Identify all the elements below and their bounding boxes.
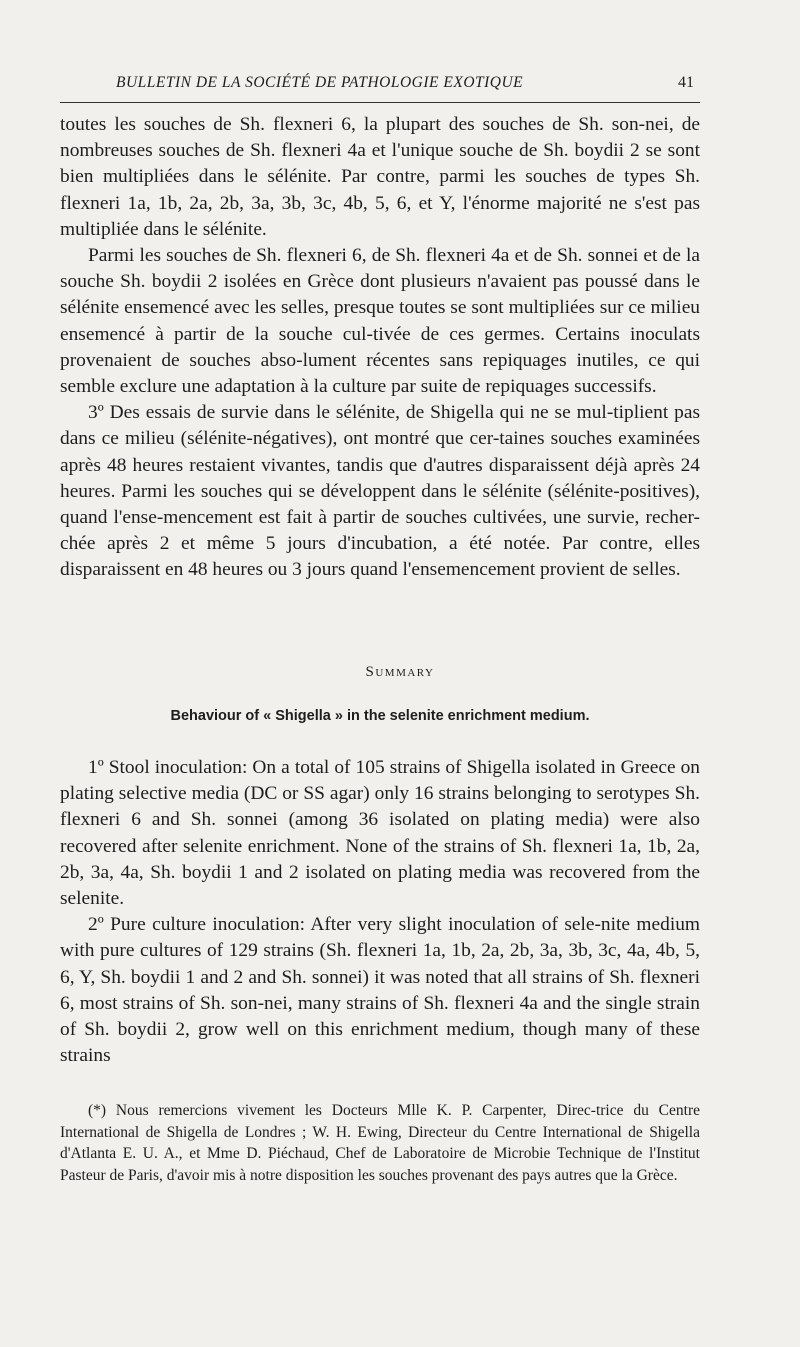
footnote — [60, 1100, 700, 1186]
summary-heading: Summary — [365, 664, 435, 680]
running-title: BULLETIN DE LA SOCIÉTÉ DE PATHOLOGIE EXOTIQUE — [116, 74, 524, 91]
footnote-text: (*) Nous remercions vivement les Docteurs Mlle K. P. Carpenter, Direc-trice du Centre International de Shigella de Londres ; W. H. Ewing, Directeur du Centre International de Shigella d'Atlanta E. U. A., et Mme D. Piéchaud, Chef de Laboratoire de Microbie Technique de l'Institut Pasteur de Paris, d'avoir mis à notre disposition les souches provenant des pays autres que la Grèce. — [60, 1102, 700, 1184]
body-text — [60, 112, 700, 584]
paragraph-2: Parmi les souches de Sh. flexneri 6, de Sh. flexneri 4a et de Sh. sonnei et de la souche Sh. boydii 2 isolées en Grèce dont plusieurs n'avaient pas poussé dans le sélénite ensemencé avec les selles, presque toutes se sont multipliées sur ce milieu ensemencé à partir de la souche cul-tivée de ces germes. Certains inoculats provenaient de souches abso-lument récentes sans repiquages inutiles, ce qui semble exclure une adaptation à la culture par suite de repiquages successifs. — [60, 245, 700, 398]
summary-subtitle: Behaviour of « Shigella » in the selenite enrichment medium. — [170, 708, 590, 724]
summary-paragraph-1: 1º Stool inoculation: On a total of 105 strains of Shigella isolated in Greece on plating selective media (DC or SS agar) only 16 strains belonging to serotypes Sh. flexneri 6 and Sh. sonnei (among 36 isolated on plating media) were also recovered after selenite enrichment. None of the strains of Sh. flexneri 1a, 1b, 2a, 2b, 3a, 4a, Sh. boydii 1 and 2 isolated on plating media was recovered from the selenite. — [60, 757, 700, 910]
page-number: 41 — [678, 74, 694, 91]
paragraph-1: toutes les souches de Sh. flexneri 6, la plupart des souches de Sh. son-nei, de nombreuses souches de Sh. flexneri 4a et l'unique souche de Sh. boydii 2 se sont bien multipliées dans le sélénite. Par contre, parmi les souches de types Sh. flexneri 1a, 1b, 2a, 2b, 3a, 3b, 3c, 4b, 5, 6, et Y, l'énorme majorité ne s'est pas multipliée dans le sélénite. — [60, 114, 700, 240]
running-header — [60, 72, 700, 103]
paragraph-3: 3º Des essais de survie dans le sélénite, de Shigella qui ne se mul-tiplient pas dans ce milieu (sélénite-négatives), ont montré que cer-taines souches examinées après 48 heures restaient vivantes, tandis que d'autres disparaissent déjà après 24 heures. Parmi les souches qui se développent dans le sélénite (sélénite-positives), quand l'ense-mencement est fait à partir de souches cultivées, une survie, recher-chée après 2 et même 5 jours d'incubation, a été notée. Par contre, elles disparaissent en 48 heures ou 3 jours quand l'ensemencement provient de selles. — [60, 402, 700, 581]
summary-text — [60, 755, 700, 1069]
summary-paragraph-2: 2º Pure culture inoculation: After very slight inoculation of sele-nite medium with pure cultures of 129 strains (Sh. flexneri 1a, 1b, 2a, 2b, 3a, 3b, 3c, 4a, 4b, 5, 6, Y, Sh. boydii 1 and 2 and Sh. sonnei) it was noted that all strains of Sh. flexneri 6, most strains of Sh. son-nei, many strains of Sh. flexneri 4a and the single strain of Sh. boydii 2, grow well on this enrichment medium, though many of these strains — [60, 914, 700, 1067]
